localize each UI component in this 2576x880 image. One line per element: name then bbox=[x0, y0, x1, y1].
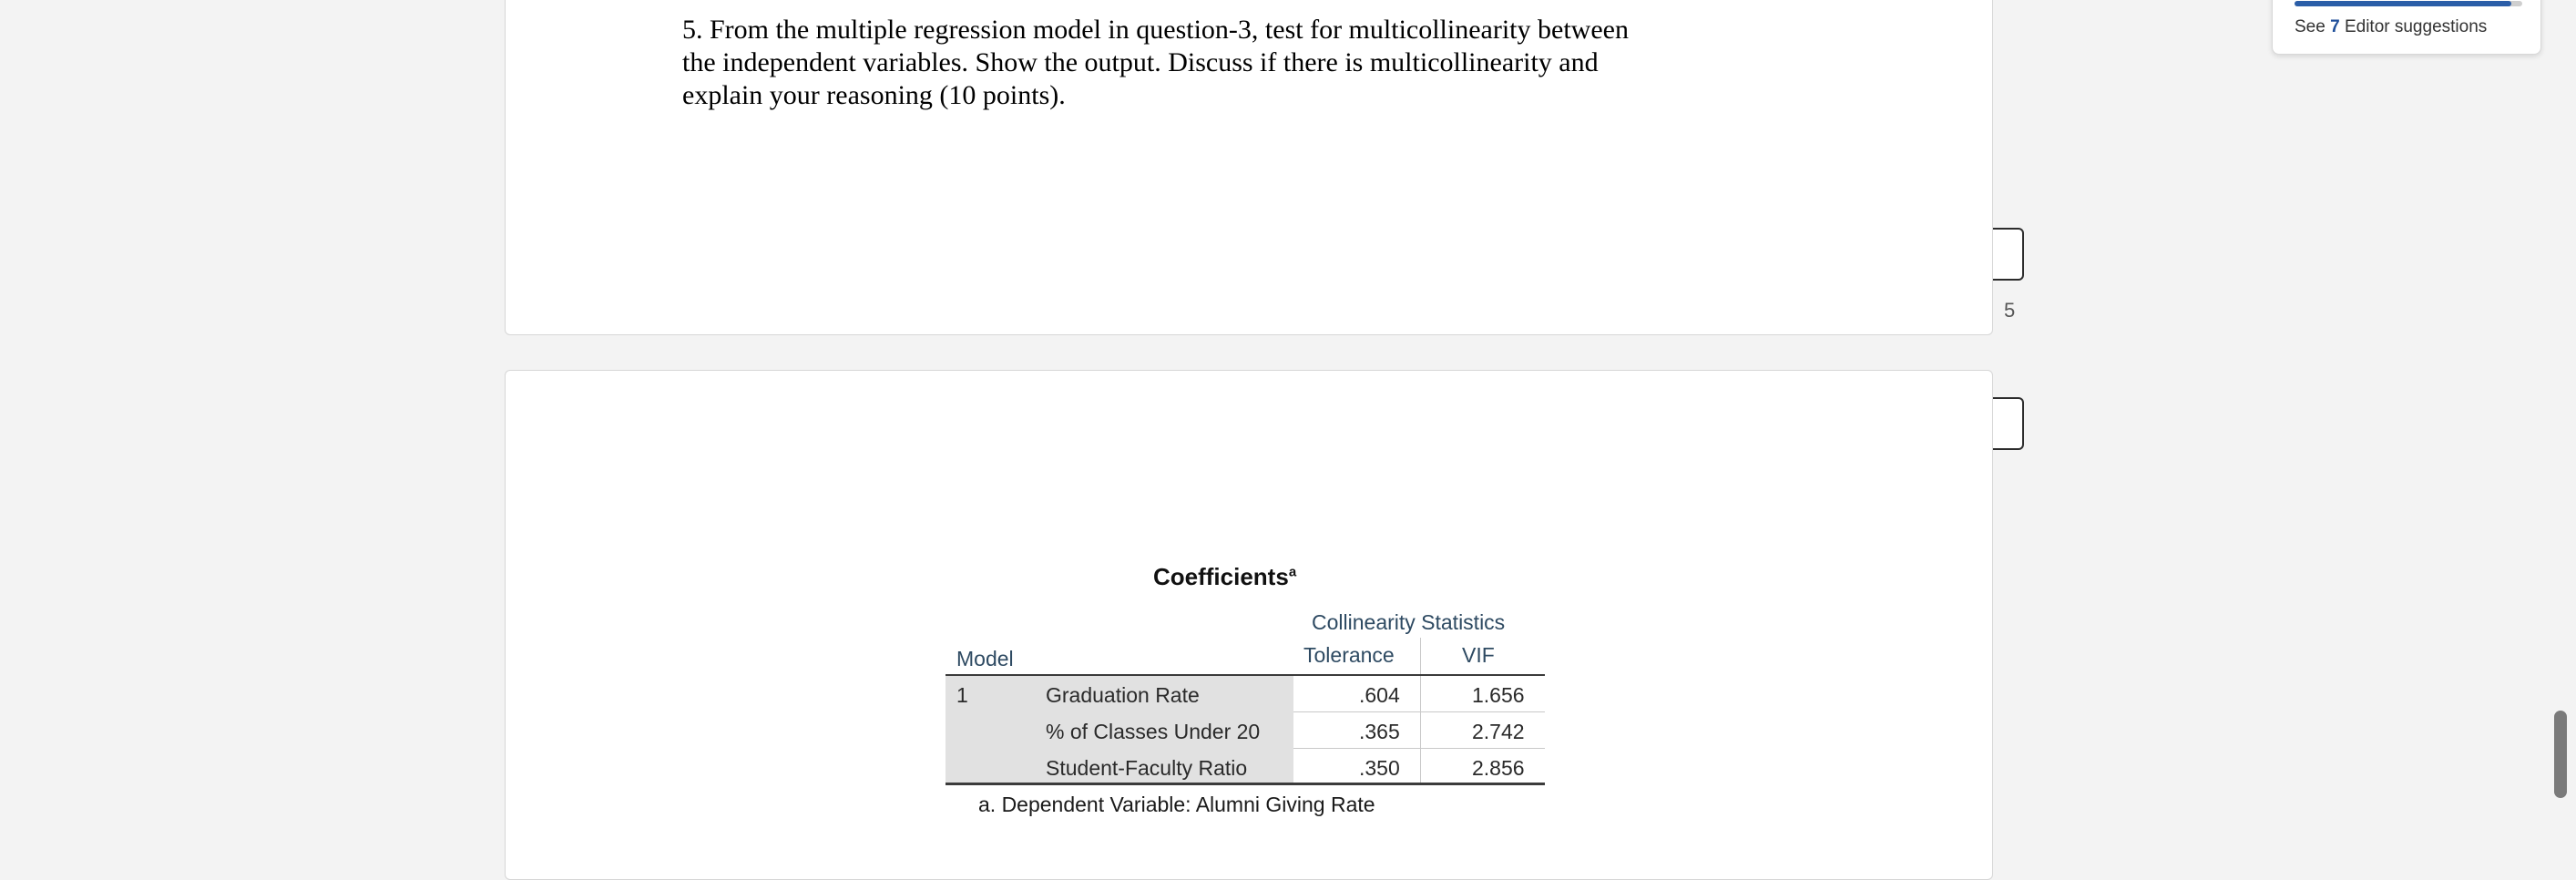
table-row-label: Student-Faculty Ratio bbox=[1046, 756, 1248, 780]
row-divider bbox=[1293, 748, 1545, 749]
table-title: Coefficients$^a$ bbox=[1153, 563, 1297, 590]
vif-header: VIF bbox=[1462, 643, 1495, 667]
editor-suggestions-link[interactable]: See 7 Editor suggestions bbox=[2295, 17, 2488, 36]
tolerance-value: .365 bbox=[1359, 720, 1400, 743]
question-line: explain your reasoning (10 points). bbox=[682, 80, 1066, 110]
table-row-label: % of Classes Under 20 bbox=[1046, 720, 1261, 743]
tolerance-value: .604 bbox=[1359, 683, 1400, 707]
collinearity-group-header: Collinearity Statistics bbox=[1312, 610, 1506, 634]
editor-suggestions-panel[interactable] bbox=[2272, 0, 2541, 55]
vif-value: 1.656 bbox=[1472, 683, 1525, 707]
page-margin-marker bbox=[1993, 228, 2024, 281]
vertical-scrollbar-thumb[interactable] bbox=[2554, 711, 2567, 798]
header-divider bbox=[1420, 638, 1421, 674]
table-row-label: Graduation Rate bbox=[1046, 683, 1200, 707]
table-footnote: a. Dependent Variable: Alumni Giving Rate bbox=[978, 793, 1375, 816]
model-number: 1 bbox=[956, 683, 968, 707]
vif-value: 2.856 bbox=[1472, 756, 1525, 780]
table-bottom-rule bbox=[946, 783, 1545, 785]
model-header: Model bbox=[956, 647, 1014, 670]
question-line: the independent variables. Show the output. Discuss if there is multicollinearity and bbox=[682, 47, 1599, 77]
document-page-4 bbox=[505, 0, 1993, 335]
editor-progress-bar bbox=[2295, 1, 2522, 6]
page-margin-marker bbox=[1993, 397, 2024, 450]
row-divider bbox=[1293, 711, 1545, 712]
table-top-rule bbox=[946, 674, 1545, 676]
vif-value: 2.742 bbox=[1472, 720, 1525, 743]
editor-progress-fill bbox=[2295, 1, 2511, 6]
column-divider bbox=[1420, 676, 1421, 783]
question-5-text bbox=[682, 14, 1702, 112]
tolerance-header: Tolerance bbox=[1303, 643, 1395, 667]
suggestion-count: 7 bbox=[2330, 17, 2340, 36]
tolerance-value: .350 bbox=[1359, 756, 1400, 780]
question-line: 5. From the multiple regression model in question-3, test for multicollinearity between bbox=[682, 15, 1629, 45]
page-number: 5 bbox=[2004, 299, 2016, 322]
